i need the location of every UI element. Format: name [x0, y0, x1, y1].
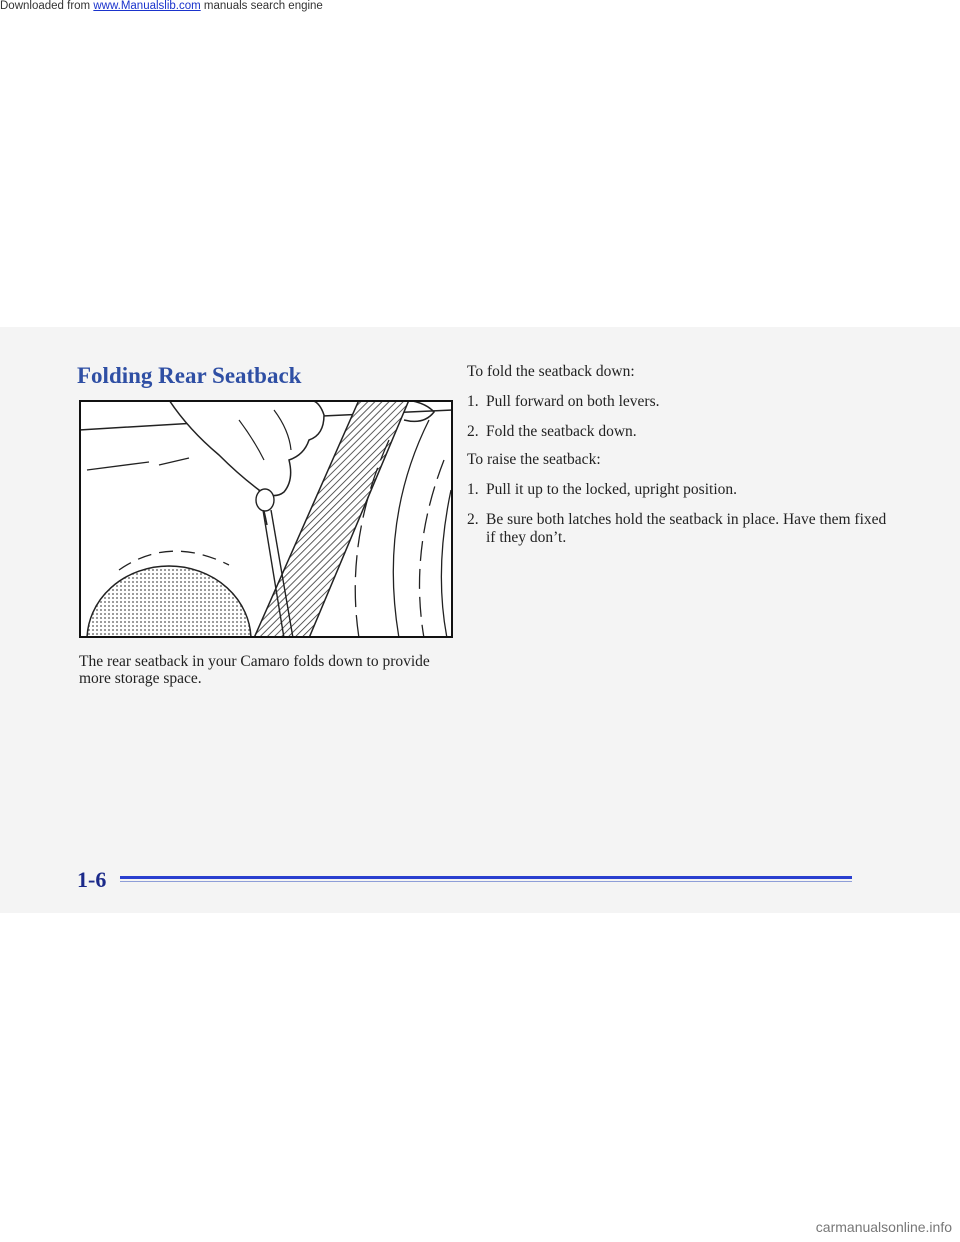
- step-text: Be sure both latches hold the seatback in place. Have them fixed if they don’t.: [486, 511, 887, 546]
- manual-page: [0, 327, 960, 913]
- fold-intro: To fold the seatback down:: [467, 363, 635, 380]
- manualslib-link[interactable]: www.Manualslib.com: [93, 0, 201, 12]
- footer-rule: [120, 876, 852, 879]
- step-text: Pull it up to the locked, upright position.: [486, 481, 738, 498]
- fold-step: [467, 423, 887, 441]
- step-number: 2.: [467, 423, 479, 440]
- figure-caption: The rear seatback in your Camaro folds down to provide more storage space.: [79, 653, 430, 687]
- step-text: Pull forward on both levers.: [486, 393, 660, 410]
- step-text: Fold the seatback down.: [486, 423, 637, 440]
- seatback-lever-illustration: [79, 400, 453, 638]
- page-number: 1-6: [77, 867, 107, 892]
- raise-intro: To raise the seatback:: [467, 451, 601, 468]
- section-title: Folding Rear Seatback: [77, 363, 302, 388]
- download-watermark: [0, 0, 480, 14]
- footer-rule-thin: [120, 881, 852, 882]
- raise-step: [467, 481, 887, 499]
- site-watermark: carmanualsonline.info: [815, 1219, 952, 1235]
- step-number: 1.: [467, 393, 479, 410]
- raise-step: [467, 511, 887, 547]
- step-number: 2.: [467, 511, 479, 528]
- watermark-prefix: Downloaded from: [0, 0, 91, 12]
- watermark-suffix: manuals search engine: [203, 0, 323, 12]
- raise-steps: [467, 481, 887, 547]
- fold-steps: [467, 393, 887, 441]
- fold-step: [467, 393, 887, 411]
- step-number: 1.: [467, 481, 479, 498]
- instructions-column: [467, 363, 887, 559]
